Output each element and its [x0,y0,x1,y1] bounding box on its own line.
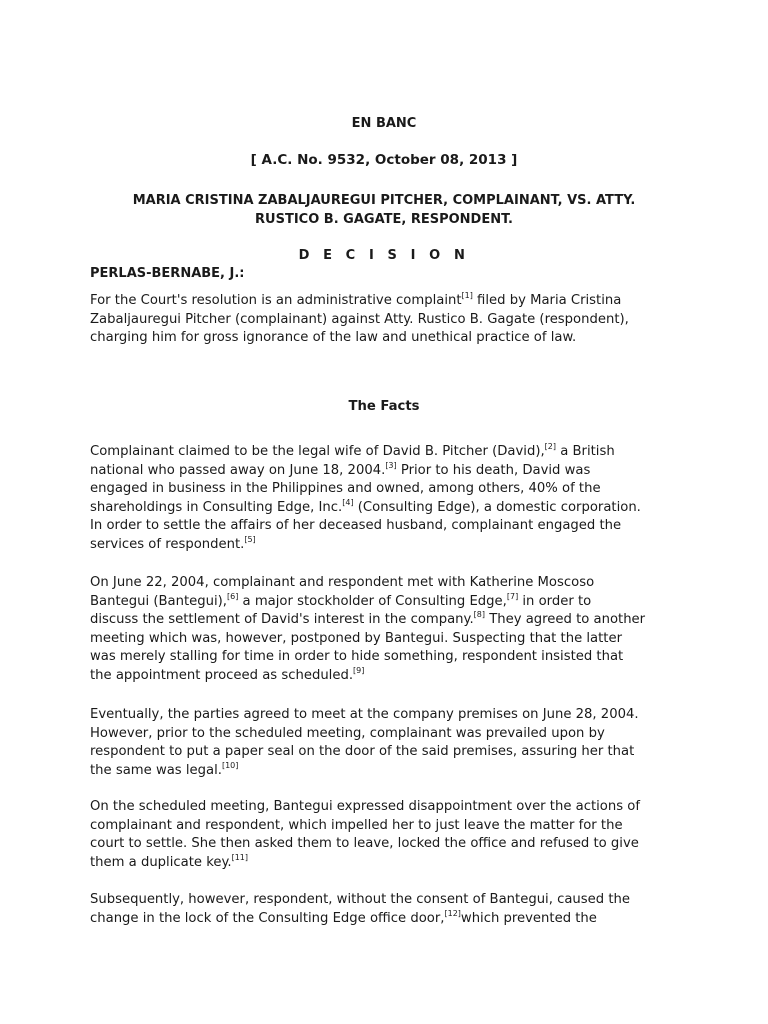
parties-line: MARIA CRISTINA ZABALJAUREGUI PITCHER, COMPLAINANT, VS. ATTY. [132,193,636,208]
paragraph [90,798,690,872]
paragraph-line: services of respondent.[5] [90,534,256,552]
paragraph-line: For the Court's resolution is an administrative complaint[1] filed by Maria Cristina [90,291,622,308]
paragraph-line: Eventually, the parties agreed to meet at the company premises on June 28, 2004. [90,707,639,722]
paragraph-line: On the scheduled meeting, Bantegui expressed disappointment over the actions of [90,799,640,814]
footnote-ref[interactable]: [12] [444,908,461,918]
paragraph-line: However, prior to the scheduled meeting, complainant was prevailed upon by [90,725,605,741]
paragraph-line: Complainant claimed to be the legal wife of David B. Pitcher (David),[2] a British [90,442,615,459]
paragraph-line: change in the lock of the Consulting Edge office door,[12]which prevented the [90,908,597,926]
paragraph-line: In order to settle the affairs of her deceased husband, complainant engaged the [90,518,622,534]
paragraph-line: respondent to put a paper seal on the door of the said premises, assuring her that [90,744,635,760]
paragraph-line: complainant and respondent, which impelled her to just leave the matter for the [90,817,623,833]
paragraph [90,706,690,780]
paragraph-line: Subsequently, however, respondent, without the consent of Bantegui, caused the [90,892,630,907]
paragraph-line: On June 22, 2004, complainant and respondent met with Katherine Moscoso [90,575,595,590]
footnote-ref[interactable]: [8] [473,610,485,620]
footnote-ref[interactable]: [4] [342,497,354,507]
paragraph-line: the same was legal.[10] [90,760,239,778]
paragraph-line: was merely stalling for time in order to hide something, respondent insisted that [90,649,624,665]
paragraph-line: charging him for gross ignorance of the law and unethical practice of law. [90,330,577,346]
section-heading-facts: The Facts [348,399,420,414]
paragraph-line: Bantegui (Bantegui),[6] a major stockholder of Consulting Edge,[7] in order to [90,591,592,609]
footnote-ref[interactable]: [11] [231,852,249,862]
paragraph-line: Zabaljauregui Pitcher (complainant) against Atty. Rustico B. Gagate (respondent), [90,311,629,327]
paragraph-line: meeting which was, however, postponed by Bantegui. Suspecting that the latter [90,630,622,646]
footnote-ref[interactable]: [3] [385,460,397,470]
footnote-ref[interactable]: [1] [461,291,473,300]
footnote-ref[interactable]: [2] [544,442,557,451]
paragraph-line: discuss the settlement of David's interest in the company.[8] They agreed to another [90,610,646,628]
footnote-ref[interactable]: [9] [353,665,365,675]
case-parties [90,191,678,229]
paragraph-line: engaged in business in the Philippines and owned, among others, 40% of the [90,481,601,497]
paragraph-line: shareholdings in Consulting Edge, Inc.[4] (Consulting Edge), a domestic corporation. [90,497,641,515]
decision-heading: D E C I S I O N [298,248,470,263]
paragraph [90,443,690,555]
paragraph [90,891,690,928]
paragraph [90,574,690,686]
paragraph-line: national who passed away on June 18, 2004.[3] Prior to his death, David was [90,460,591,478]
footnote-ref[interactable]: [6] [227,591,239,601]
footnote-ref[interactable]: [7] [506,591,519,601]
ponente: PERLAS-BERNABE, J.: [90,266,245,281]
paragraph-line: court to settle. She then asked them to leave, locked the office and refused to give [90,836,639,852]
paragraph-line: the appointment proceed as scheduled.[9] [90,665,365,683]
case-number: [ A.C. No. 9532, October 08, 2013 ] [250,152,518,168]
court-division: EN BANC [351,116,417,131]
parties-line: RUSTICO B. GAGATE, RESPONDENT. [255,212,513,227]
paragraph-line: them a duplicate key.[11] [90,852,249,870]
footnote-ref[interactable]: [10] [221,760,239,770]
footnote-ref[interactable]: [5] [244,534,256,544]
paragraph [90,292,690,348]
